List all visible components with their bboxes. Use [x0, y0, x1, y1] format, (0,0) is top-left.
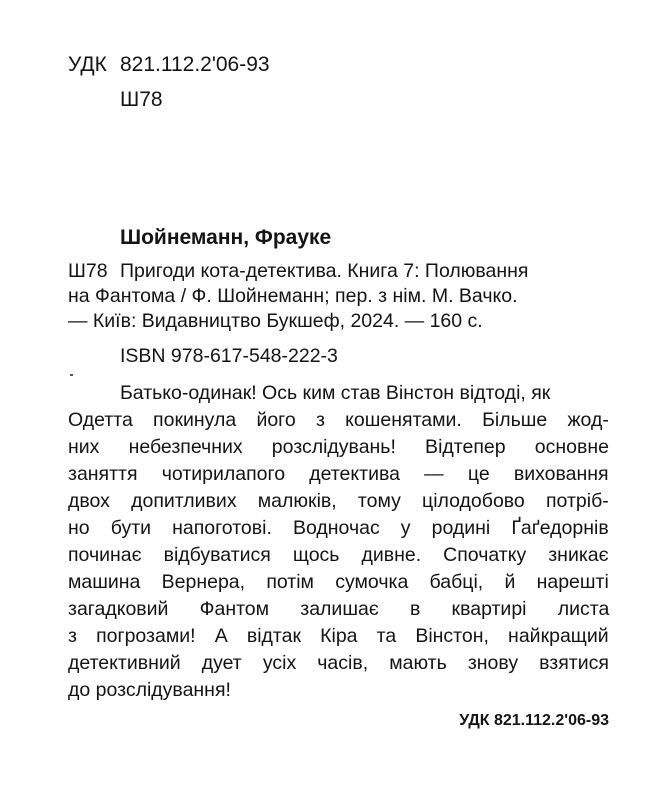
isbn: ISBN 978-617-548-222-3 — [120, 345, 338, 367]
author-heading: Шойнеманн, Фрауке — [120, 226, 332, 249]
annotation-line: машина Вернера, потім сумочка бабці, й нарешті — [68, 571, 609, 593]
author-mark: Ш78 — [68, 260, 108, 282]
udk-label: УДК — [68, 53, 107, 76]
biblio-line-3: — Київ: Видавництво Букшеф, 2024. — 160 с. — [68, 310, 483, 332]
annotation-line: детективний дует усіх часів, мають знову взятися — [68, 652, 609, 674]
annotation-line: Одетта покинула його з кошенятами. Більше жод- — [68, 409, 609, 431]
udk-footer: УДК 821.112.2'06-93 — [459, 712, 609, 729]
author-mark-top: Ш78 — [120, 88, 163, 111]
biblio-line-1 — [120, 259, 609, 284]
stray-dot — [70, 374, 73, 376]
annotation-line: до розслідування! — [68, 679, 231, 701]
biblio-line-1-text: Пригоди кота-детектива. Книга 7: Полювання — [120, 260, 529, 282]
annotation-line: них небезпечних розслідувань! Відтепер основне — [68, 436, 609, 458]
annotation-line: двох допитливих малюків, тому цілодобово потріб- — [68, 490, 609, 512]
biblio-line-2: на Фантома / Ф. Шойнеманн; пер. з нім. М. Вачко. — [68, 285, 518, 307]
annotation-line: загадковий Фантом залишає в квартирі листа — [68, 598, 610, 620]
udk-code: 821.112.2'06-93 — [120, 53, 270, 76]
annotation-line: Батько-одинак! Ось ким став Вінстон відтоді, як — [120, 382, 551, 404]
annotation-line: починає відбуватися щось дивне. Спочатку зникає — [68, 544, 609, 566]
annotation-line: но бути напоготові. Водночас у родині Ґаґедорнів — [68, 517, 609, 539]
annotation-line: заняття чотирилапого детектива — це виховання — [68, 463, 609, 485]
annotation-line: з погрозами! А відтак Кіра та Вінстон, найкращий — [68, 625, 609, 647]
